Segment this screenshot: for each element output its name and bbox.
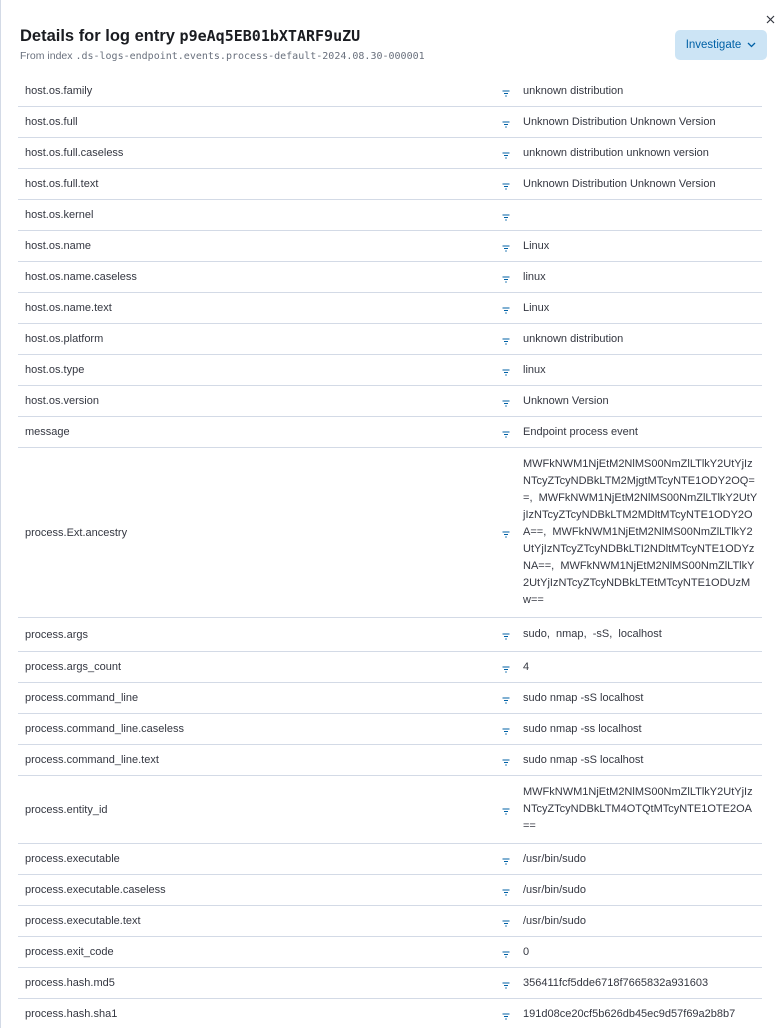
table-row: [18, 844, 762, 875]
filter-icon[interactable]: [502, 1011, 510, 1018]
field-name: host.os.full.text: [18, 169, 495, 200]
filter-icon[interactable]: [502, 887, 510, 894]
document-fields-table: [18, 76, 762, 1028]
filter-icon[interactable]: [502, 664, 510, 671]
filter-icon[interactable]: [502, 695, 510, 702]
field-name: host.os.kernel: [18, 200, 495, 231]
field-value: /usr/bin/sudo: [517, 875, 762, 906]
filter-icon[interactable]: [502, 336, 510, 343]
filter-icon[interactable]: [502, 367, 510, 374]
field-value: [517, 200, 762, 231]
field-name: host.os.family: [18, 76, 495, 107]
field-value: Linux: [517, 231, 762, 262]
field-name: process.executable.caseless: [18, 875, 495, 906]
filter-icon[interactable]: [502, 212, 510, 219]
value-separator: ,: [543, 526, 553, 538]
table-row: [18, 417, 762, 448]
table-row: [18, 231, 762, 262]
value-item: MWFkNWM1NjEtM2NlMS00NmZlLTlkY2UtYjIzNTcyZTcyNDBkLTM2MDltMTcyNTE1ODY2OA==: [523, 492, 758, 538]
field-name: process.hash.sha1: [18, 999, 495, 1028]
value-item: -sS: [592, 628, 610, 640]
filter-cell: [495, 293, 517, 324]
field-value: linux: [517, 355, 762, 386]
field-name: process.executable.text: [18, 906, 495, 937]
table-row: [18, 776, 762, 844]
field-value: unknown distribution: [517, 324, 762, 355]
field-name: host.os.name.text: [18, 293, 495, 324]
filter-cell: [495, 844, 517, 875]
entry-id: p9eAq5EB01bXTARF9uZU: [179, 27, 361, 45]
field-value: Unknown Distribution Unknown Version: [517, 107, 762, 138]
table-row: [18, 652, 762, 683]
field-value: /usr/bin/sudo: [517, 906, 762, 937]
filter-cell: [495, 386, 517, 417]
field-value: Linux: [517, 293, 762, 324]
field-name: process.args_count: [18, 652, 495, 683]
table-row: [18, 937, 762, 968]
table-row: [18, 448, 762, 618]
value-item: nmap: [556, 628, 584, 640]
filter-cell: [495, 324, 517, 355]
field-name: process.command_line.text: [18, 745, 495, 776]
table-row: [18, 76, 762, 107]
field-name: host.os.name.caseless: [18, 262, 495, 293]
filter-icon[interactable]: [502, 631, 510, 638]
table-row: [18, 293, 762, 324]
filter-cell: [495, 355, 517, 386]
field-value: /usr/bin/sudo: [517, 844, 762, 875]
value-item: localhost: [618, 628, 662, 640]
field-value: Unknown Distribution Unknown Version: [517, 169, 762, 200]
table-row: [18, 745, 762, 776]
investigate-button[interactable]: [675, 30, 767, 60]
filter-icon[interactable]: [502, 181, 510, 188]
value-separator: ,: [583, 628, 593, 640]
filter-cell: [495, 107, 517, 138]
field-name: process.hash.md5: [18, 968, 495, 999]
chevron-down-icon: [747, 42, 756, 48]
title-prefix: Details for log entry: [20, 27, 175, 45]
field-value: unknown distribution: [517, 76, 762, 107]
filter-cell: [495, 169, 517, 200]
field-name: host.os.full.caseless: [18, 138, 495, 169]
filter-icon[interactable]: [502, 980, 510, 987]
table-body: [18, 76, 762, 1028]
filter-cell: [495, 618, 517, 652]
filter-cell: [495, 745, 517, 776]
table-row: [18, 262, 762, 293]
field-value: 4: [517, 652, 762, 683]
table-row: [18, 618, 762, 652]
field-name: host.os.version: [18, 386, 495, 417]
value-separator: ,: [551, 560, 561, 572]
value-item: MWFkNWM1NjEtM2NlMS00NmZlLTlkY2UtYjIzNTcyZTcyNDBkLTM2MjgtMTcyNTE1ODY2OQ==: [523, 458, 755, 504]
field-name: process.args: [18, 618, 495, 652]
field-value: Endpoint process event: [517, 417, 762, 448]
filter-cell: [495, 652, 517, 683]
table-row: [18, 169, 762, 200]
field-value: Unknown Version: [517, 386, 762, 417]
table-row: [18, 138, 762, 169]
filter-cell: [495, 875, 517, 906]
filter-icon[interactable]: [502, 150, 510, 157]
filter-cell: [495, 448, 517, 618]
field-value: [517, 448, 762, 618]
field-value: sudo nmap -sS localhost: [517, 683, 762, 714]
field-value: linux: [517, 262, 762, 293]
filter-icon[interactable]: [502, 856, 510, 863]
filter-icon[interactable]: [502, 305, 510, 312]
field-name: process.entity_id: [18, 776, 495, 844]
value-item: MWFkNWM1NjEtM2NlMS00NmZlLTlkY2UtYjIzNTcyZTcyNDBkLTEtMTcyNTE1ODUzMw==: [523, 560, 755, 606]
table-row: [18, 999, 762, 1028]
close-icon: [766, 15, 775, 24]
table-row: [18, 906, 762, 937]
value-item: sudo: [523, 628, 547, 640]
field-value: 191d08ce20cf5b626db45ec9d57f69a2b8b7: [517, 999, 762, 1028]
filter-icon[interactable]: [502, 119, 510, 126]
table-row: [18, 968, 762, 999]
close-button[interactable]: [763, 12, 777, 26]
field-name: host.os.full: [18, 107, 495, 138]
filter-icon[interactable]: [502, 757, 510, 764]
value-separator: ,: [546, 628, 557, 640]
field-value: unknown distribution unknown version: [517, 138, 762, 169]
investigate-label: Investigate: [685, 39, 742, 51]
table-row: [18, 875, 762, 906]
table-row: [18, 386, 762, 417]
field-value: [517, 618, 762, 652]
filter-icon[interactable]: [502, 726, 510, 733]
field-value: 356411fcf5dde6718f7665832a931603: [517, 968, 762, 999]
filter-cell: [495, 999, 517, 1028]
filter-icon[interactable]: [502, 529, 510, 536]
flyout-title: [20, 25, 767, 47]
field-value: 0: [517, 937, 762, 968]
filter-icon[interactable]: [502, 243, 510, 250]
table-row: [18, 714, 762, 745]
field-value: sudo nmap -sS localhost: [517, 745, 762, 776]
filter-cell: [495, 968, 517, 999]
field-name: host.os.name: [18, 231, 495, 262]
filter-icon[interactable]: [502, 429, 510, 436]
field-name: process.exit_code: [18, 937, 495, 968]
field-name: host.os.type: [18, 355, 495, 386]
field-name: message: [18, 417, 495, 448]
filter-cell: [495, 714, 517, 745]
filter-cell: [495, 231, 517, 262]
flyout-subtitle: [20, 50, 767, 62]
value-separator: ,: [529, 492, 539, 504]
filter-cell: [495, 262, 517, 293]
filter-cell: [495, 683, 517, 714]
table-row: [18, 107, 762, 138]
value-item: MWFkNWM1NjEtM2NlMS00NmZlLTlkY2UtYjIzNTcyZTcyNDBkLTI2NDltMTcyNTE1ODYzNA==: [523, 526, 755, 572]
filter-icon[interactable]: [502, 949, 510, 956]
filter-cell: [495, 138, 517, 169]
filter-icon[interactable]: [502, 918, 510, 925]
field-name: host.os.platform: [18, 324, 495, 355]
filter-icon[interactable]: [502, 398, 510, 405]
filter-cell: [495, 76, 517, 107]
field-name: process.executable: [18, 844, 495, 875]
field-name: process.command_line.caseless: [18, 714, 495, 745]
filter-icon[interactable]: [502, 274, 510, 281]
filter-cell: [495, 906, 517, 937]
field-value: MWFkNWM1NjEtM2NlMS00NmZlLTlkY2UtYjIzNTcyZTcyNDBkLTM4OTQtMTcyNTE1OTE2OA==: [517, 776, 762, 844]
table-row: [18, 200, 762, 231]
filter-cell: [495, 776, 517, 844]
table-row: [18, 324, 762, 355]
filter-cell: [495, 200, 517, 231]
filter-icon[interactable]: [502, 88, 510, 95]
filter-cell: [495, 417, 517, 448]
subtitle-prefix: From index: [20, 50, 73, 62]
field-name: process.Ext.ancestry: [18, 448, 495, 618]
value-separator: ,: [609, 628, 619, 640]
index-name: .ds-logs-endpoint.events.process-default-2024.08.30-000001: [75, 51, 425, 62]
field-name: process.command_line: [18, 683, 495, 714]
field-value: sudo nmap -ss localhost: [517, 714, 762, 745]
table-row: [18, 683, 762, 714]
filter-icon[interactable]: [502, 806, 510, 813]
document-fields-table-container: [18, 76, 762, 1028]
table-row: [18, 355, 762, 386]
filter-cell: [495, 937, 517, 968]
